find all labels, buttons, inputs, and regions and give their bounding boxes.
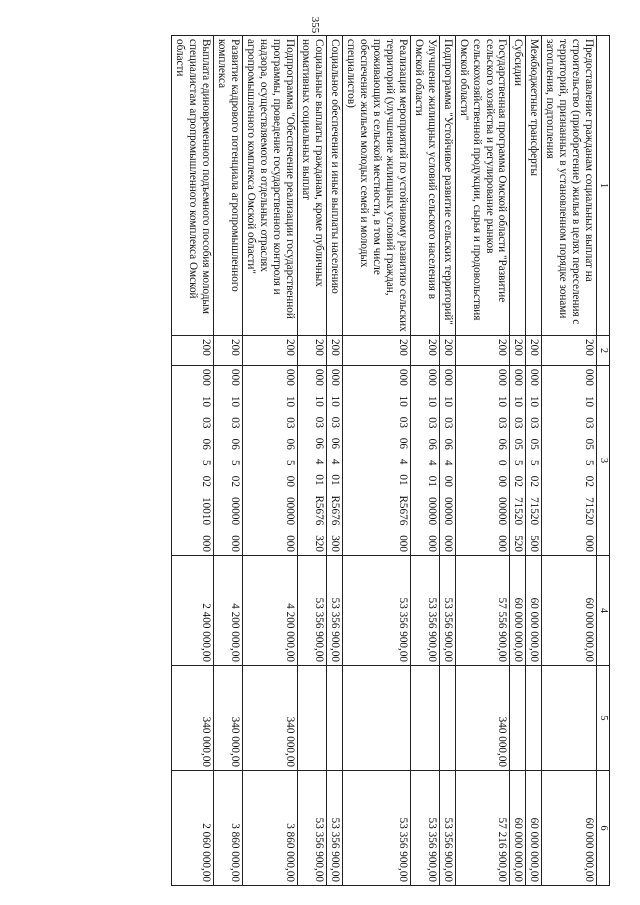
- row-col5: 340 000,00: [213, 666, 242, 771]
- code-part: 5: [512, 459, 525, 466]
- row-code: [242, 366, 297, 556]
- row-code: [542, 366, 597, 556]
- row-col6: 53 356 900,00: [326, 771, 342, 886]
- classification-code: [328, 369, 341, 552]
- row-col2: 200: [455, 336, 510, 366]
- code-part: 10: [328, 395, 341, 407]
- row-name: Государственная программа Омской области "Развитие сельского хозяйства и регулирование рынков сельскохозяйственной продукции, сырья и продовольствия Омской области": [455, 36, 510, 336]
- row-col6: 3 860 000,00: [213, 771, 242, 886]
- row-col6: 53 356 900,00: [297, 771, 326, 886]
- code-part: 000: [425, 535, 438, 552]
- row-col4: 53 356 900,00: [297, 556, 326, 666]
- column-number-row: [597, 36, 610, 886]
- row-name: Межбюджетные трансферты: [526, 36, 542, 336]
- row-name: Реализация мероприятий по устойчивому развитию сельских территорий (улучшение жилищных условий граждан, проживающих в сельской местности, в том числе обеспечение жильем молодых семей и молодых специалистов): [342, 36, 410, 336]
- code-part: 03: [496, 417, 509, 429]
- classification-code: [283, 369, 296, 552]
- classification-code: [527, 369, 540, 552]
- row-col6: 57 216 900,00: [455, 771, 510, 886]
- code-part: 10: [396, 395, 409, 407]
- code-part: 000: [228, 535, 241, 552]
- code-part: 71520: [528, 497, 541, 526]
- table-row: [439, 36, 455, 886]
- row-col2: 200: [326, 336, 342, 366]
- column-header: 1: [597, 36, 610, 336]
- row-col2: 200: [213, 336, 242, 366]
- row-col5: [439, 666, 455, 771]
- table-row: [526, 36, 542, 886]
- code-part: 000: [228, 369, 241, 386]
- row-col4: 57 556 900,00: [455, 556, 510, 666]
- row-code: [171, 366, 213, 556]
- code-part: 00000: [425, 497, 438, 526]
- code-part: 03: [199, 417, 212, 429]
- code-part: 03: [425, 417, 438, 429]
- row-col2: 200: [542, 336, 597, 366]
- row-col4: 53 356 900,00: [342, 556, 410, 666]
- row-name: Выплата единовременного подъемного пособия молодым специалистам агропромышленного комплекса Омской области: [171, 36, 213, 336]
- row-col2: 200: [439, 336, 455, 366]
- code-part: 03: [228, 417, 241, 429]
- code-part: 71520: [512, 497, 525, 526]
- row-col2: 200: [526, 336, 542, 366]
- row-code: [326, 366, 342, 556]
- code-part: 01: [396, 474, 409, 486]
- table-row: [542, 36, 597, 886]
- budget-table-rotated: [50, 35, 610, 885]
- code-part: 02: [228, 475, 241, 487]
- row-col6: 60 000 000,00: [510, 771, 526, 886]
- code-part: 4: [312, 458, 325, 465]
- classification-code: [512, 369, 525, 552]
- code-part: R5676: [312, 495, 325, 526]
- row-code: [526, 366, 542, 556]
- code-part: 05: [512, 438, 525, 450]
- row-code: [410, 366, 439, 556]
- row-name: Подпрограмма "Устойчивое развитие сельских территорий": [439, 36, 455, 336]
- row-col5: 340 000,00: [242, 666, 297, 771]
- code-part: 10: [528, 395, 541, 408]
- code-part: 10: [441, 395, 454, 408]
- code-part: 000: [328, 369, 341, 386]
- code-part: 01: [425, 475, 438, 487]
- code-part: 000: [583, 369, 596, 386]
- classification-code: [312, 369, 325, 552]
- code-part: 4: [396, 458, 409, 465]
- code-part: 00000: [283, 497, 296, 526]
- table-row: [510, 36, 526, 886]
- code-part: 05: [583, 438, 596, 450]
- row-name: Субсидии: [510, 36, 526, 336]
- row-col4: 53 356 900,00: [410, 556, 439, 666]
- code-part: 000: [396, 369, 409, 386]
- code-part: 06: [199, 438, 212, 450]
- table-row: [342, 36, 410, 886]
- column-header: 5: [597, 666, 610, 771]
- table-row: [213, 36, 242, 886]
- code-part: 06: [396, 437, 409, 450]
- code-part: 520: [512, 535, 525, 552]
- row-name: Улучшение жилищных условий сельского населения в Омской области: [410, 36, 439, 336]
- row-code: [510, 366, 526, 556]
- classification-code: [441, 369, 454, 552]
- row-col6: 60 000 000,00: [542, 771, 597, 886]
- code-part: 4: [425, 459, 438, 466]
- row-col4: 60 000 000,00: [542, 556, 597, 666]
- code-part: 00000: [496, 497, 509, 526]
- code-part: 10: [283, 395, 296, 408]
- code-part: 03: [583, 417, 596, 429]
- code-part: 03: [512, 417, 525, 429]
- column-header: 3: [597, 366, 610, 556]
- code-part: 71520: [583, 497, 596, 526]
- code-part: 000: [512, 369, 525, 386]
- row-col5: [342, 666, 410, 771]
- code-part: 000: [312, 369, 325, 386]
- row-name: Социальное обеспечение и иные выплаты населению: [326, 36, 342, 336]
- code-part: 000: [283, 535, 296, 552]
- row-col2: 200: [171, 336, 213, 366]
- row-name: Развитие кадрового потенциала агропромышленного комплекса: [213, 36, 242, 336]
- code-part: 10: [512, 395, 525, 408]
- row-code: [297, 366, 326, 556]
- code-part: 01: [312, 474, 325, 486]
- classification-code: [228, 369, 241, 552]
- code-part: 000: [199, 535, 212, 552]
- code-part: 03: [441, 417, 454, 429]
- code-part: 01: [328, 474, 341, 486]
- row-col5: [542, 666, 597, 771]
- row-col4: 4 200 000,00: [242, 556, 297, 666]
- code-part: 500: [528, 535, 541, 552]
- code-part: 10: [496, 395, 509, 408]
- code-part: 5: [228, 459, 241, 466]
- code-part: 000: [528, 369, 541, 386]
- code-part: 000: [425, 369, 438, 386]
- column-header: 2: [597, 336, 610, 366]
- row-col4: 2 400 000,00: [171, 556, 213, 666]
- code-part: 00: [283, 475, 296, 487]
- row-name: Социальные выплаты гражданам, кроме публичных нормативных социальных выплат: [297, 36, 326, 336]
- code-part: 00: [441, 475, 454, 487]
- code-part: 02: [528, 475, 541, 487]
- code-part: 000: [199, 369, 212, 386]
- code-part: 4: [441, 459, 454, 466]
- classification-code: [425, 369, 438, 552]
- row-col5: [526, 666, 542, 771]
- code-part: 02: [583, 475, 596, 487]
- table-row: [455, 36, 510, 886]
- code-part: 10: [425, 395, 438, 408]
- code-part: 4: [328, 458, 341, 465]
- row-col6: 53 356 900,00: [439, 771, 455, 886]
- code-part: 05: [528, 438, 541, 450]
- code-part: 5: [528, 459, 541, 466]
- code-part: 000: [441, 369, 454, 386]
- code-part: 000: [441, 535, 454, 552]
- code-part: 03: [328, 416, 341, 428]
- row-col4: 60 000 000,00: [526, 556, 542, 666]
- row-col5: [297, 666, 326, 771]
- table-row: [171, 36, 213, 886]
- row-code: [342, 366, 410, 556]
- code-part: 03: [528, 417, 541, 429]
- table-row: [242, 36, 297, 886]
- code-part: 03: [312, 416, 325, 428]
- code-part: 5: [199, 459, 212, 466]
- code-part: 00000: [441, 497, 454, 526]
- code-part: 10: [199, 395, 212, 408]
- row-name: Предоставление гражданам социальных выплат на строительство (приобретение) жилья в целях переселения с территорий, признанных в установленном порядке зонами затопления, подтопления: [542, 36, 597, 336]
- code-part: 02: [199, 475, 212, 487]
- row-col4: 60 000 000,00: [510, 556, 526, 666]
- table-row: [297, 36, 326, 886]
- row-code: [455, 366, 510, 556]
- code-part: 02: [512, 475, 525, 487]
- code-part: 000: [496, 369, 509, 386]
- code-part: 03: [283, 417, 296, 429]
- code-part: 10: [312, 395, 325, 407]
- classification-code: [496, 369, 509, 552]
- row-col6: 3 860 000,00: [242, 771, 297, 886]
- code-part: 06: [312, 437, 325, 450]
- budget-table: [171, 35, 610, 886]
- row-col5: 340 000,00: [455, 666, 510, 771]
- classification-code: [199, 369, 212, 552]
- row-col6: 2 060 000,00: [171, 771, 213, 886]
- table-row: [410, 36, 439, 886]
- row-col5: [510, 666, 526, 771]
- code-part: 0: [496, 459, 509, 466]
- row-col4: 53 356 900,00: [326, 556, 342, 666]
- row-col4: 4 200 000,00: [213, 556, 242, 666]
- row-col5: [410, 666, 439, 771]
- code-part: 06: [283, 438, 296, 450]
- row-col2: 200: [510, 336, 526, 366]
- code-part: 000: [583, 535, 596, 552]
- row-name: Подпрограмма "Обеспечение реализации государственной программы, проведение государственного контроля и надзора, осуществляемого в отдельных отраслях агропромышленного комплекса Омской области": [242, 36, 297, 336]
- code-part: 5: [283, 459, 296, 466]
- code-part: 06: [496, 438, 509, 450]
- code-part: 06: [425, 438, 438, 450]
- column-header: 4: [597, 556, 610, 666]
- code-part: 03: [396, 416, 409, 428]
- code-part: 06: [441, 438, 454, 450]
- classification-code: [396, 369, 409, 552]
- code-part: 00000: [228, 497, 241, 526]
- code-part: 000: [496, 535, 509, 552]
- row-col5: [326, 666, 342, 771]
- row-col2: 200: [297, 336, 326, 366]
- row-col6: 53 356 900,00: [410, 771, 439, 886]
- code-part: 000: [396, 535, 409, 552]
- table-row: [326, 36, 342, 886]
- classification-code: [582, 369, 595, 552]
- code-part: 320: [312, 535, 325, 552]
- row-col2: 200: [242, 336, 297, 366]
- row-col6: 53 356 900,00: [342, 771, 410, 886]
- code-part: 10: [583, 395, 596, 408]
- page-number: 355: [309, 16, 321, 34]
- code-part: 5: [583, 459, 596, 466]
- row-col2: 200: [410, 336, 439, 366]
- code-part: R5676: [328, 495, 341, 526]
- code-part: 06: [328, 437, 341, 450]
- row-code: [213, 366, 242, 556]
- code-part: 10010: [199, 497, 212, 526]
- code-part: 06: [228, 438, 241, 450]
- code-part: 000: [283, 369, 296, 386]
- row-col4: 53 356 900,00: [439, 556, 455, 666]
- code-part: R5676: [396, 495, 409, 526]
- code-part: 00: [496, 475, 509, 487]
- row-col6: 60 000 000,00: [526, 771, 542, 886]
- column-header: 6: [597, 771, 610, 886]
- row-code: [439, 366, 455, 556]
- row-col2: 200: [342, 336, 410, 366]
- code-part: 300: [328, 535, 341, 552]
- code-part: 10: [228, 395, 241, 408]
- row-col5: 340 000,00: [171, 666, 213, 771]
